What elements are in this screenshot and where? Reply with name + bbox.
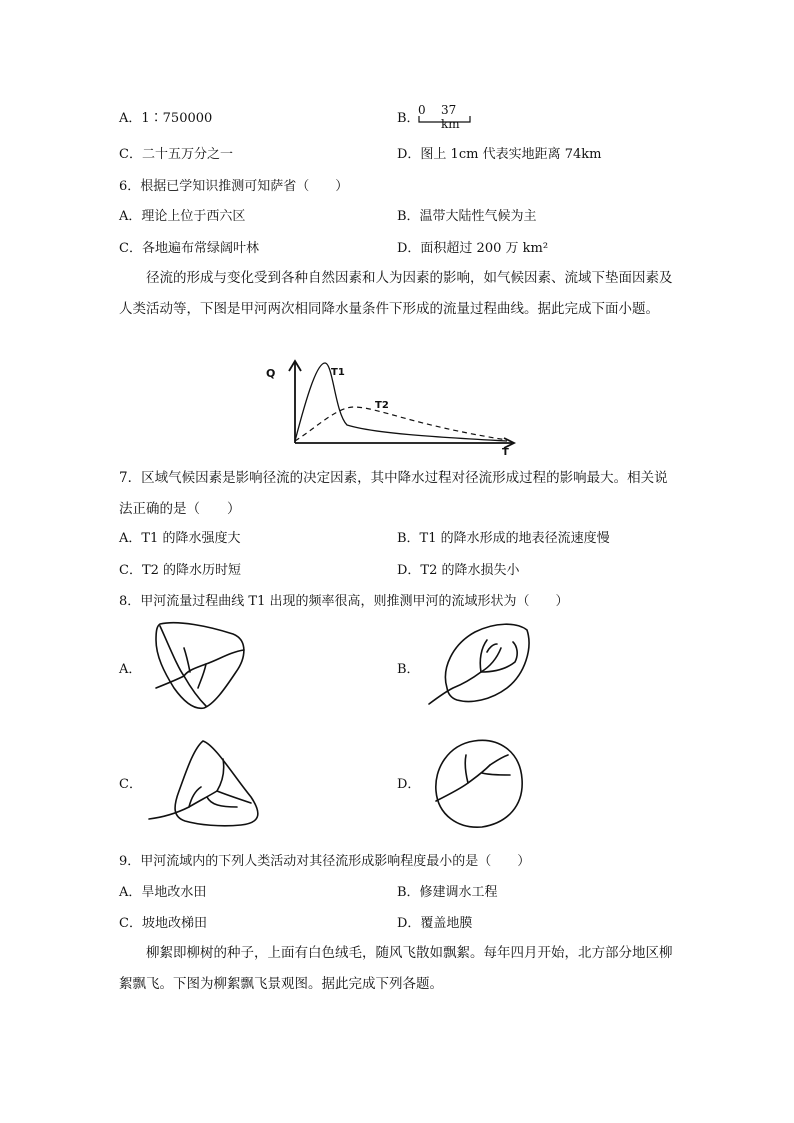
scale-bar bbox=[416, 103, 478, 131]
q5-option-b-label: B． bbox=[397, 111, 420, 126]
y-axis-label: Q bbox=[266, 367, 276, 380]
scale-bar-value: 37 km bbox=[441, 103, 460, 131]
q8-option-b: B． bbox=[397, 662, 420, 677]
basin-shape-a bbox=[148, 618, 258, 713]
passage-catkins: 柳絮即柳树的种子，上面有白色绒毛，随风飞散如飘絮。每年四月开始，北方部分地区柳絮飘飞。下图为柳絮飘飞景观图。据此完成下列各题。 bbox=[119, 945, 673, 992]
q5-option-d: D．图上 1cm 代表实地距离 74km bbox=[397, 147, 602, 162]
scale-bar-line bbox=[416, 103, 478, 127]
q8-stem: 8．甲河流量过程曲线 T1 出现的频率很高，则推测甲河的流域形状为（ ） bbox=[119, 594, 569, 609]
q7-option-d: D．T2 的降水损失小 bbox=[397, 563, 520, 578]
basin-shape-c bbox=[145, 735, 265, 835]
q6-option-c: C．各地遍布常绿阔叶林 bbox=[119, 241, 259, 256]
hydrograph-figure bbox=[262, 355, 522, 465]
q5-option-a: A．1∶750000 bbox=[119, 111, 213, 126]
q6-stem: 6．根据已学知识推测可知萨省（ ） bbox=[119, 179, 349, 194]
x-axis-label: T bbox=[502, 447, 509, 458]
q8-option-c: C． bbox=[119, 777, 142, 792]
q6-option-a: A．理论上位于西六区 bbox=[119, 209, 246, 224]
t2-label: T2 bbox=[375, 400, 389, 411]
q9-option-a: A．旱地改水田 bbox=[119, 885, 207, 900]
basin-shape-b bbox=[427, 618, 537, 713]
q9-option-c: C．坡地改梯田 bbox=[119, 916, 207, 931]
q9-stem: 9．甲河流域内的下列人类活动对其径流形成影响程度最小的是（ ） bbox=[119, 854, 531, 869]
q8-option-a: A． bbox=[119, 662, 142, 677]
q7-option-c: C．T2 的降水历时短 bbox=[119, 563, 242, 578]
q8-option-d: D． bbox=[397, 777, 421, 792]
q9-option-d: D．覆盖地膜 bbox=[397, 916, 473, 931]
curve-t2 bbox=[295, 407, 507, 441]
scale-bar-zero: 0 bbox=[418, 103, 426, 117]
t1-label: T1 bbox=[331, 367, 345, 378]
q7-option-b: B．T1 的降水形成的地表径流速度慢 bbox=[397, 531, 610, 546]
q7-stem: 7．区域气候因素是影响径流的决定因素，其中降水过程对径流形成过程的影响最大。相关说法正确的是（ ） bbox=[119, 470, 668, 517]
curve-t1 bbox=[295, 363, 507, 441]
q7-option-a: A．T1 的降水强度大 bbox=[119, 531, 241, 546]
q5-option-c: C．二十五万分之一 bbox=[119, 147, 233, 162]
q6-option-b: B．温带大陆性气候为主 bbox=[397, 209, 537, 224]
q6-option-d: D．面积超过 200 万 km² bbox=[397, 241, 549, 256]
passage-runoff: 径流的形成与变化受到各种自然因素和人为因素的影响，如气候因素、流域下垫面因素及人类活动等，下图是甲河两次相同降水量条件下形成的流量过程曲线。据此完成下面小题。 bbox=[119, 270, 673, 317]
hydrograph-svg bbox=[262, 355, 522, 465]
basin-shape-d bbox=[424, 735, 534, 835]
q9-option-b: B．修建调水工程 bbox=[397, 885, 498, 900]
